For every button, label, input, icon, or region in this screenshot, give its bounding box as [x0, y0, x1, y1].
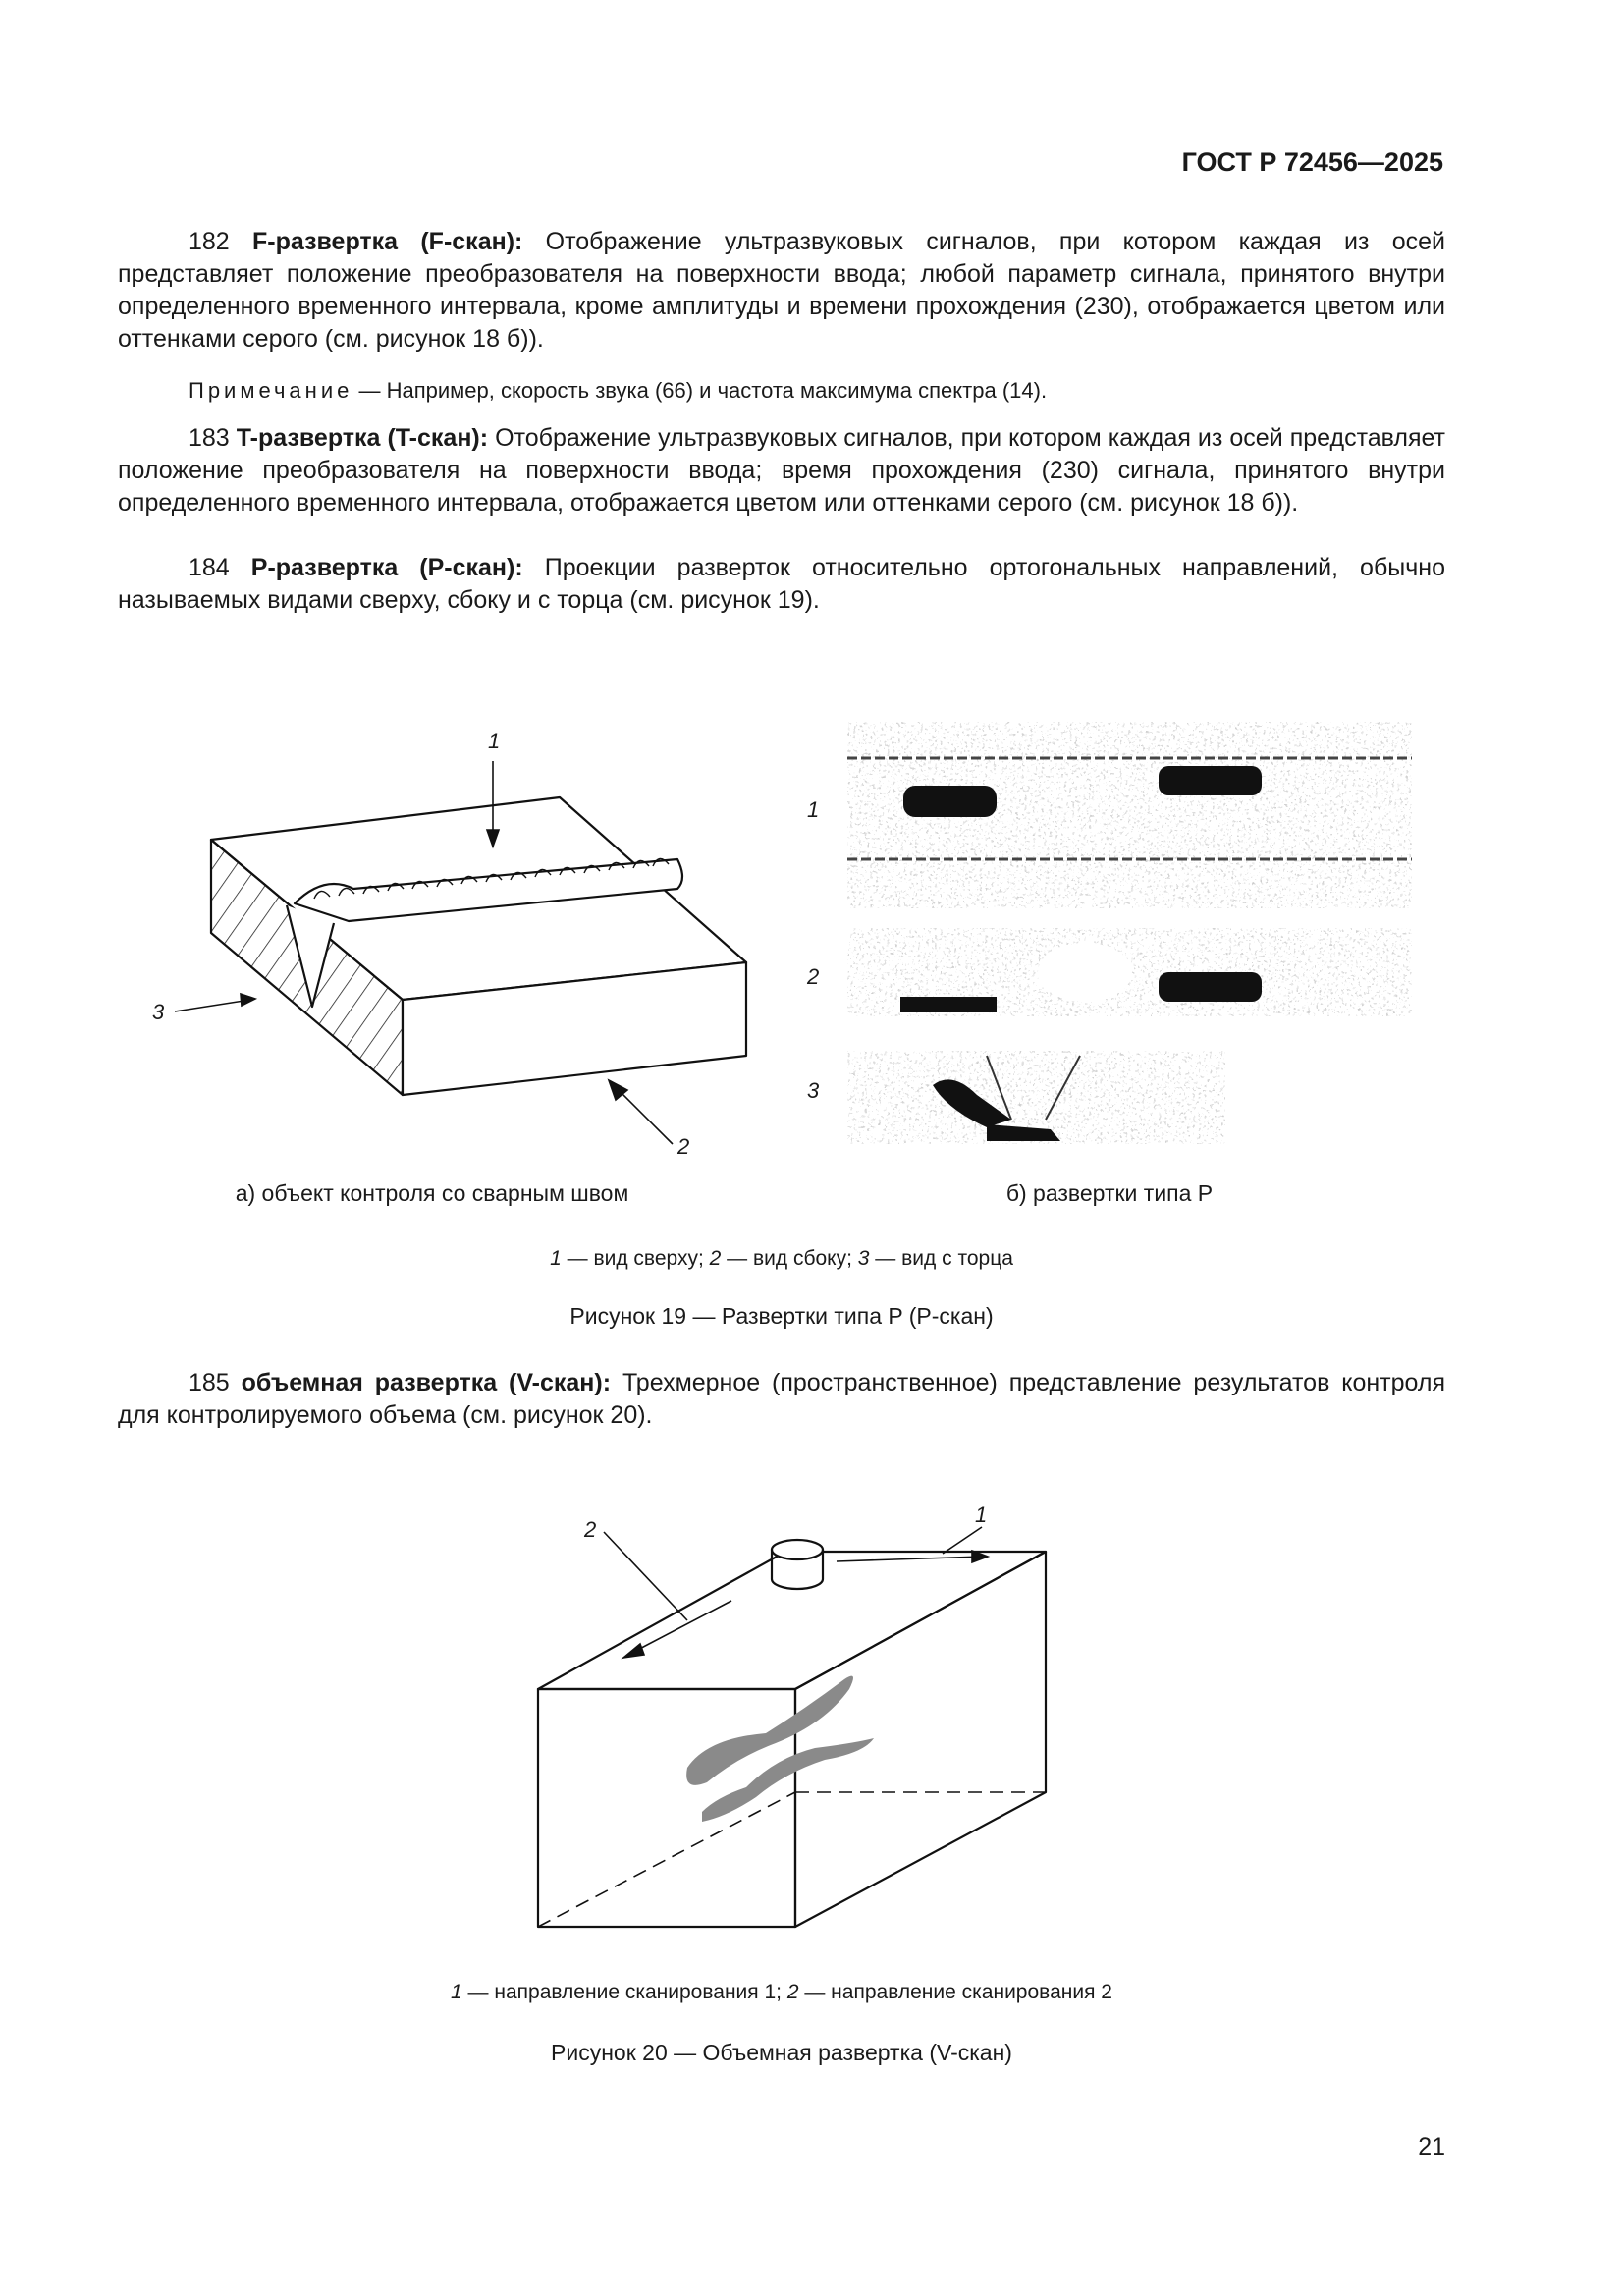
weld-block-drawing — [0, 0, 785, 491]
entry-text: Отображение ультразвуковых сигналов, при котором каждая из осей представляет положение преобразователя на поверхности ввода; время прохождения (230) сигнала, принятого внутри определенного временного интервала, отображается цветом или оттенками серого (см. рисунок 18 б)). — [118, 424, 1446, 517]
fig20-caption: Рисунок 20 — Объемная развертка (V-скан) — [551, 2040, 1012, 2065]
fig19-legend: 1 — вид сверху; 2 — вид сбоку; 3 — вид с торца — [550, 1247, 1013, 1270]
entry-number: 182 — [189, 228, 230, 255]
entry-185 — [118, 1367, 1445, 1432]
entry-number: 184 — [189, 554, 230, 581]
p-scan-images — [839, 717, 1429, 1159]
fig20-label-1: 1 — [975, 1503, 988, 1527]
entry-number: 183 — [189, 424, 230, 452]
fig19-label-1: 1 — [488, 729, 501, 753]
fig19-scan-label-1: 1 — [807, 797, 820, 822]
entry-term: P-развертка (P-скан): — [250, 554, 523, 581]
fig19-caption: Рисунок 19 — Развертки типа P (P-скан) — [569, 1303, 994, 1329]
fig20-legend: 1 — направление сканирования 1; 2 — направление сканирования 2 — [451, 1981, 1112, 2003]
fig19-label-3: 3 — [152, 1000, 165, 1024]
fig19-subcaption-b: б) развертки типа P — [1005, 1180, 1214, 1206]
entry-text: Трехмерное (пространственное) представление результатов контроля для контролируемого объема (см. рисунок 20). — [118, 1369, 1445, 1429]
fig19-subcaption-a: а) объект контроля со сварным швом — [235, 1180, 629, 1206]
entry-term: F-развертка (F-скан): — [252, 228, 523, 255]
fig19-label-2: 2 — [677, 1134, 690, 1159]
fig19-scan-label-3: 3 — [807, 1078, 820, 1103]
fig20-label-2: 2 — [584, 1517, 597, 1542]
document-code: ГОСТ Р 72456—2025 — [1181, 147, 1443, 177]
note-text: — Например, скорость звука (66) и частота максимума спектра (14). — [358, 378, 1048, 403]
entry-term: объемная развертка (V-скан): — [241, 1369, 612, 1396]
weld-block-figure — [128, 717, 776, 1149]
entry-text: Отображение ультразвуковых сигналов, при котором каждая из осей представляет положение преобразователя на поверхности ввода; любой параметр сигнала, принятого внутри определенного временного интервала, кроме амплитуды и времени прохождения (230), отображается цветом или оттенками серого (см. рисунок 18 б)). — [118, 228, 1445, 353]
page-number: 21 — [1418, 2133, 1445, 2160]
note-label: Примечание — [189, 378, 353, 403]
fig19-scan-label-2: 2 — [807, 964, 820, 989]
entry-term: T-развертка (T-скан): — [236, 424, 489, 452]
entry-text: Проекции разверток относительно ортогональных направлений, обычно называемых видами сверху, сбоку и с торца (см. рисунок 19). — [118, 554, 1445, 614]
entry-number: 185 — [189, 1369, 230, 1396]
entry-184 — [118, 552, 1445, 617]
volume-box-drawing — [520, 1493, 1070, 1944]
